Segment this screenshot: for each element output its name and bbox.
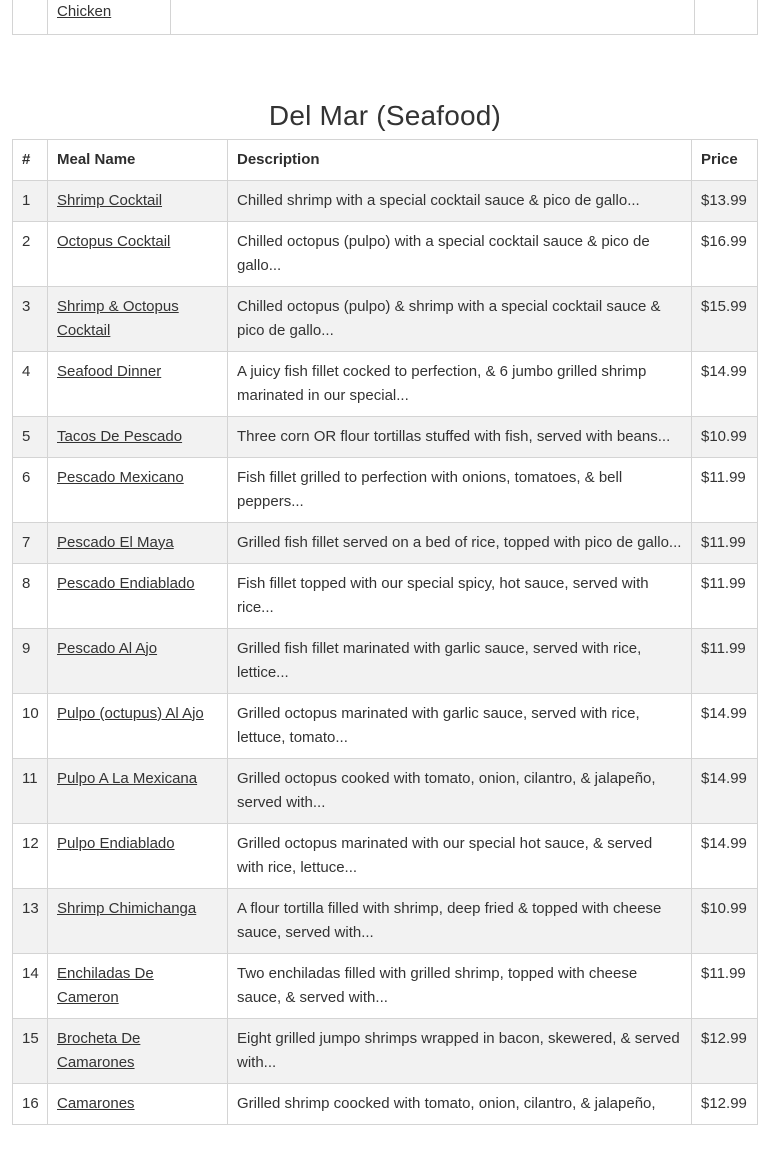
- price-cell: $11.99: [692, 457, 758, 522]
- menu-row: [13, 628, 758, 693]
- meal-name-link[interactable]: Camarones: [57, 1094, 135, 1112]
- meal-name-link[interactable]: Pescado Mexicano: [57, 468, 184, 486]
- row-number-cell: [13, 0, 48, 35]
- row-number-cell: 3: [13, 286, 48, 351]
- meal-name-cell: [48, 823, 228, 888]
- meal-name-link[interactable]: Seafood Dinner: [57, 362, 162, 380]
- menu-row: [13, 823, 758, 888]
- description-cell: Grilled fish fillet marinated with garlic sauce, served with rice, lettice...: [228, 628, 692, 693]
- description-cell: Grilled octopus marinated with garlic sauce, served with rice, lettuce, tomato...: [228, 693, 692, 758]
- price-cell: $14.99: [692, 823, 758, 888]
- meal-name-cell: [48, 351, 228, 416]
- menu-row: [13, 457, 758, 522]
- description-cell: Fish fillet grilled to perfection with onions, tomatoes, & bell peppers...: [228, 457, 692, 522]
- description-cell: Grilled fish fillet served on a bed of rice, topped with pico de gallo...: [228, 522, 692, 563]
- menu-row: [13, 1083, 758, 1124]
- header-row: [13, 139, 758, 180]
- row-number-cell: 7: [13, 522, 48, 563]
- row-number-cell: 5: [13, 416, 48, 457]
- description-cell: Grilled octopus marinated with our special hot sauce, & served with rice, lettuce...: [228, 823, 692, 888]
- price-cell: $11.99: [692, 522, 758, 563]
- row-number-cell: 4: [13, 351, 48, 416]
- meal-name-link[interactable]: Shrimp Chimichanga: [57, 899, 197, 917]
- row-number-cell: 10: [13, 693, 48, 758]
- price-cell: $12.99: [692, 1083, 758, 1124]
- meal-name-cell: [48, 0, 171, 35]
- section-title: Del Mar (Seafood): [268, 100, 502, 131]
- menu-row: [13, 563, 758, 628]
- meal-name-cell: [48, 628, 228, 693]
- price-cell: $10.99: [692, 416, 758, 457]
- meal-name-cell: [48, 1018, 228, 1083]
- description-cell: Chilled octopus (pulpo) with a special cocktail sauce & pico de gallo...: [228, 221, 692, 286]
- menu-row: [13, 888, 758, 953]
- column-header-number: #: [13, 139, 48, 180]
- meal-name-link[interactable]: Pescado Endiablado: [57, 574, 195, 592]
- meal-name-link[interactable]: Brocheta De Camarones: [57, 1029, 141, 1071]
- price-cell: $14.99: [692, 693, 758, 758]
- menu-row: [13, 953, 758, 1018]
- meal-name-link[interactable]: Tacos De Pescado: [57, 427, 183, 445]
- meal-name-link[interactable]: Pescado El Maya: [57, 533, 174, 551]
- row-number-cell: 8: [13, 563, 48, 628]
- price-cell: [695, 0, 758, 35]
- price-cell: $14.99: [692, 351, 758, 416]
- meal-name-link[interactable]: Pulpo (octupus) Al Ajo: [57, 704, 204, 722]
- meal-name-cell: [48, 286, 228, 351]
- price-cell: $15.99: [692, 286, 758, 351]
- row-number-cell: 11: [13, 758, 48, 823]
- meal-name-cell: [48, 758, 228, 823]
- menu-row: [13, 351, 758, 416]
- meal-name-cell: [48, 457, 228, 522]
- meal-name-link[interactable]: Octopus Cocktail: [57, 232, 171, 250]
- menu-row: [13, 693, 758, 758]
- description-cell: Grilled octopus cooked with tomato, onion, cilantro, & jalapeño, served with...: [228, 758, 692, 823]
- meal-name-cell: [48, 221, 228, 286]
- price-cell: $16.99: [692, 221, 758, 286]
- menu-row: [13, 416, 758, 457]
- row-number-cell: 1: [13, 180, 48, 221]
- meal-name-cell: [48, 416, 228, 457]
- previous-menu-table: [12, 0, 758, 35]
- description-cell: Grilled shrimp coocked with tomato, onion, cilantro, & jalapeño,: [228, 1083, 692, 1124]
- row-number-cell: 13: [13, 888, 48, 953]
- row-number-cell: 15: [13, 1018, 48, 1083]
- row-number-cell: 14: [13, 953, 48, 1018]
- menu-row: [13, 1018, 758, 1083]
- meal-name-cell: [48, 522, 228, 563]
- meal-name-cell: [48, 888, 228, 953]
- menu-row: [13, 221, 758, 286]
- menu-row: [13, 286, 758, 351]
- description-cell: [171, 0, 695, 35]
- meal-name-link[interactable]: Pulpo Endiablado: [57, 834, 175, 852]
- price-cell: $12.99: [692, 1018, 758, 1083]
- meal-name-link[interactable]: Chicken: [57, 3, 112, 20]
- meal-name-cell: [48, 180, 228, 221]
- meal-name-link[interactable]: Pescado Al Ajo: [57, 639, 158, 657]
- meal-name-link[interactable]: Shrimp & Octopus Cocktail: [57, 297, 179, 339]
- menu-row: [13, 522, 758, 563]
- meal-name-link[interactable]: Shrimp Cocktail: [57, 191, 163, 209]
- row-number-cell: 6: [13, 457, 48, 522]
- row-number-cell: 2: [13, 221, 48, 286]
- description-cell: Three corn OR flour tortillas stuffed with fish, served with beans...: [228, 416, 692, 457]
- description-cell: Eight grilled jumpo shrimps wrapped in bacon, skewered, & served with...: [228, 1018, 692, 1083]
- price-cell: $13.99: [692, 180, 758, 221]
- previous-table-row: [13, 0, 758, 35]
- meal-name-cell: [48, 563, 228, 628]
- menu-row: [13, 758, 758, 823]
- description-cell: A flour tortilla filled with shrimp, deep fried & topped with cheese sauce, served with...: [228, 888, 692, 953]
- description-cell: Two enchiladas filled with grilled shrimp, topped with cheese sauce, & served with...: [228, 953, 692, 1018]
- menu-row: [13, 180, 758, 221]
- price-cell: $10.99: [692, 888, 758, 953]
- row-number-cell: 16: [13, 1083, 48, 1124]
- row-number-cell: 12: [13, 823, 48, 888]
- meal-name-link[interactable]: Enchiladas De Cameron: [57, 964, 154, 1006]
- description-cell: Chilled shrimp with a special cocktail sauce & pico de gallo...: [228, 180, 692, 221]
- meal-name-cell: [48, 693, 228, 758]
- seafood-menu-table: [12, 139, 758, 1125]
- description-cell: Fish fillet topped with our special spicy, hot sauce, served with rice...: [228, 563, 692, 628]
- row-number-cell: 9: [13, 628, 48, 693]
- meal-name-cell: [48, 1083, 228, 1124]
- meal-name-link[interactable]: Pulpo A La Mexicana: [57, 769, 198, 787]
- price-cell: $11.99: [692, 953, 758, 1018]
- price-cell: $14.99: [692, 758, 758, 823]
- column-header-meal-name: Meal Name: [48, 139, 228, 180]
- price-cell: $11.99: [692, 563, 758, 628]
- price-cell: $11.99: [692, 628, 758, 693]
- meal-name-cell: [48, 953, 228, 1018]
- description-cell: Chilled octopus (pulpo) & shrimp with a special cocktail sauce & pico de gallo...: [228, 286, 692, 351]
- description-cell: A juicy fish fillet cocked to perfection, & 6 jumbo grilled shrimp marinated in our special...: [228, 351, 692, 416]
- column-header-price: Price: [692, 139, 758, 180]
- column-header-description: Description: [228, 139, 692, 180]
